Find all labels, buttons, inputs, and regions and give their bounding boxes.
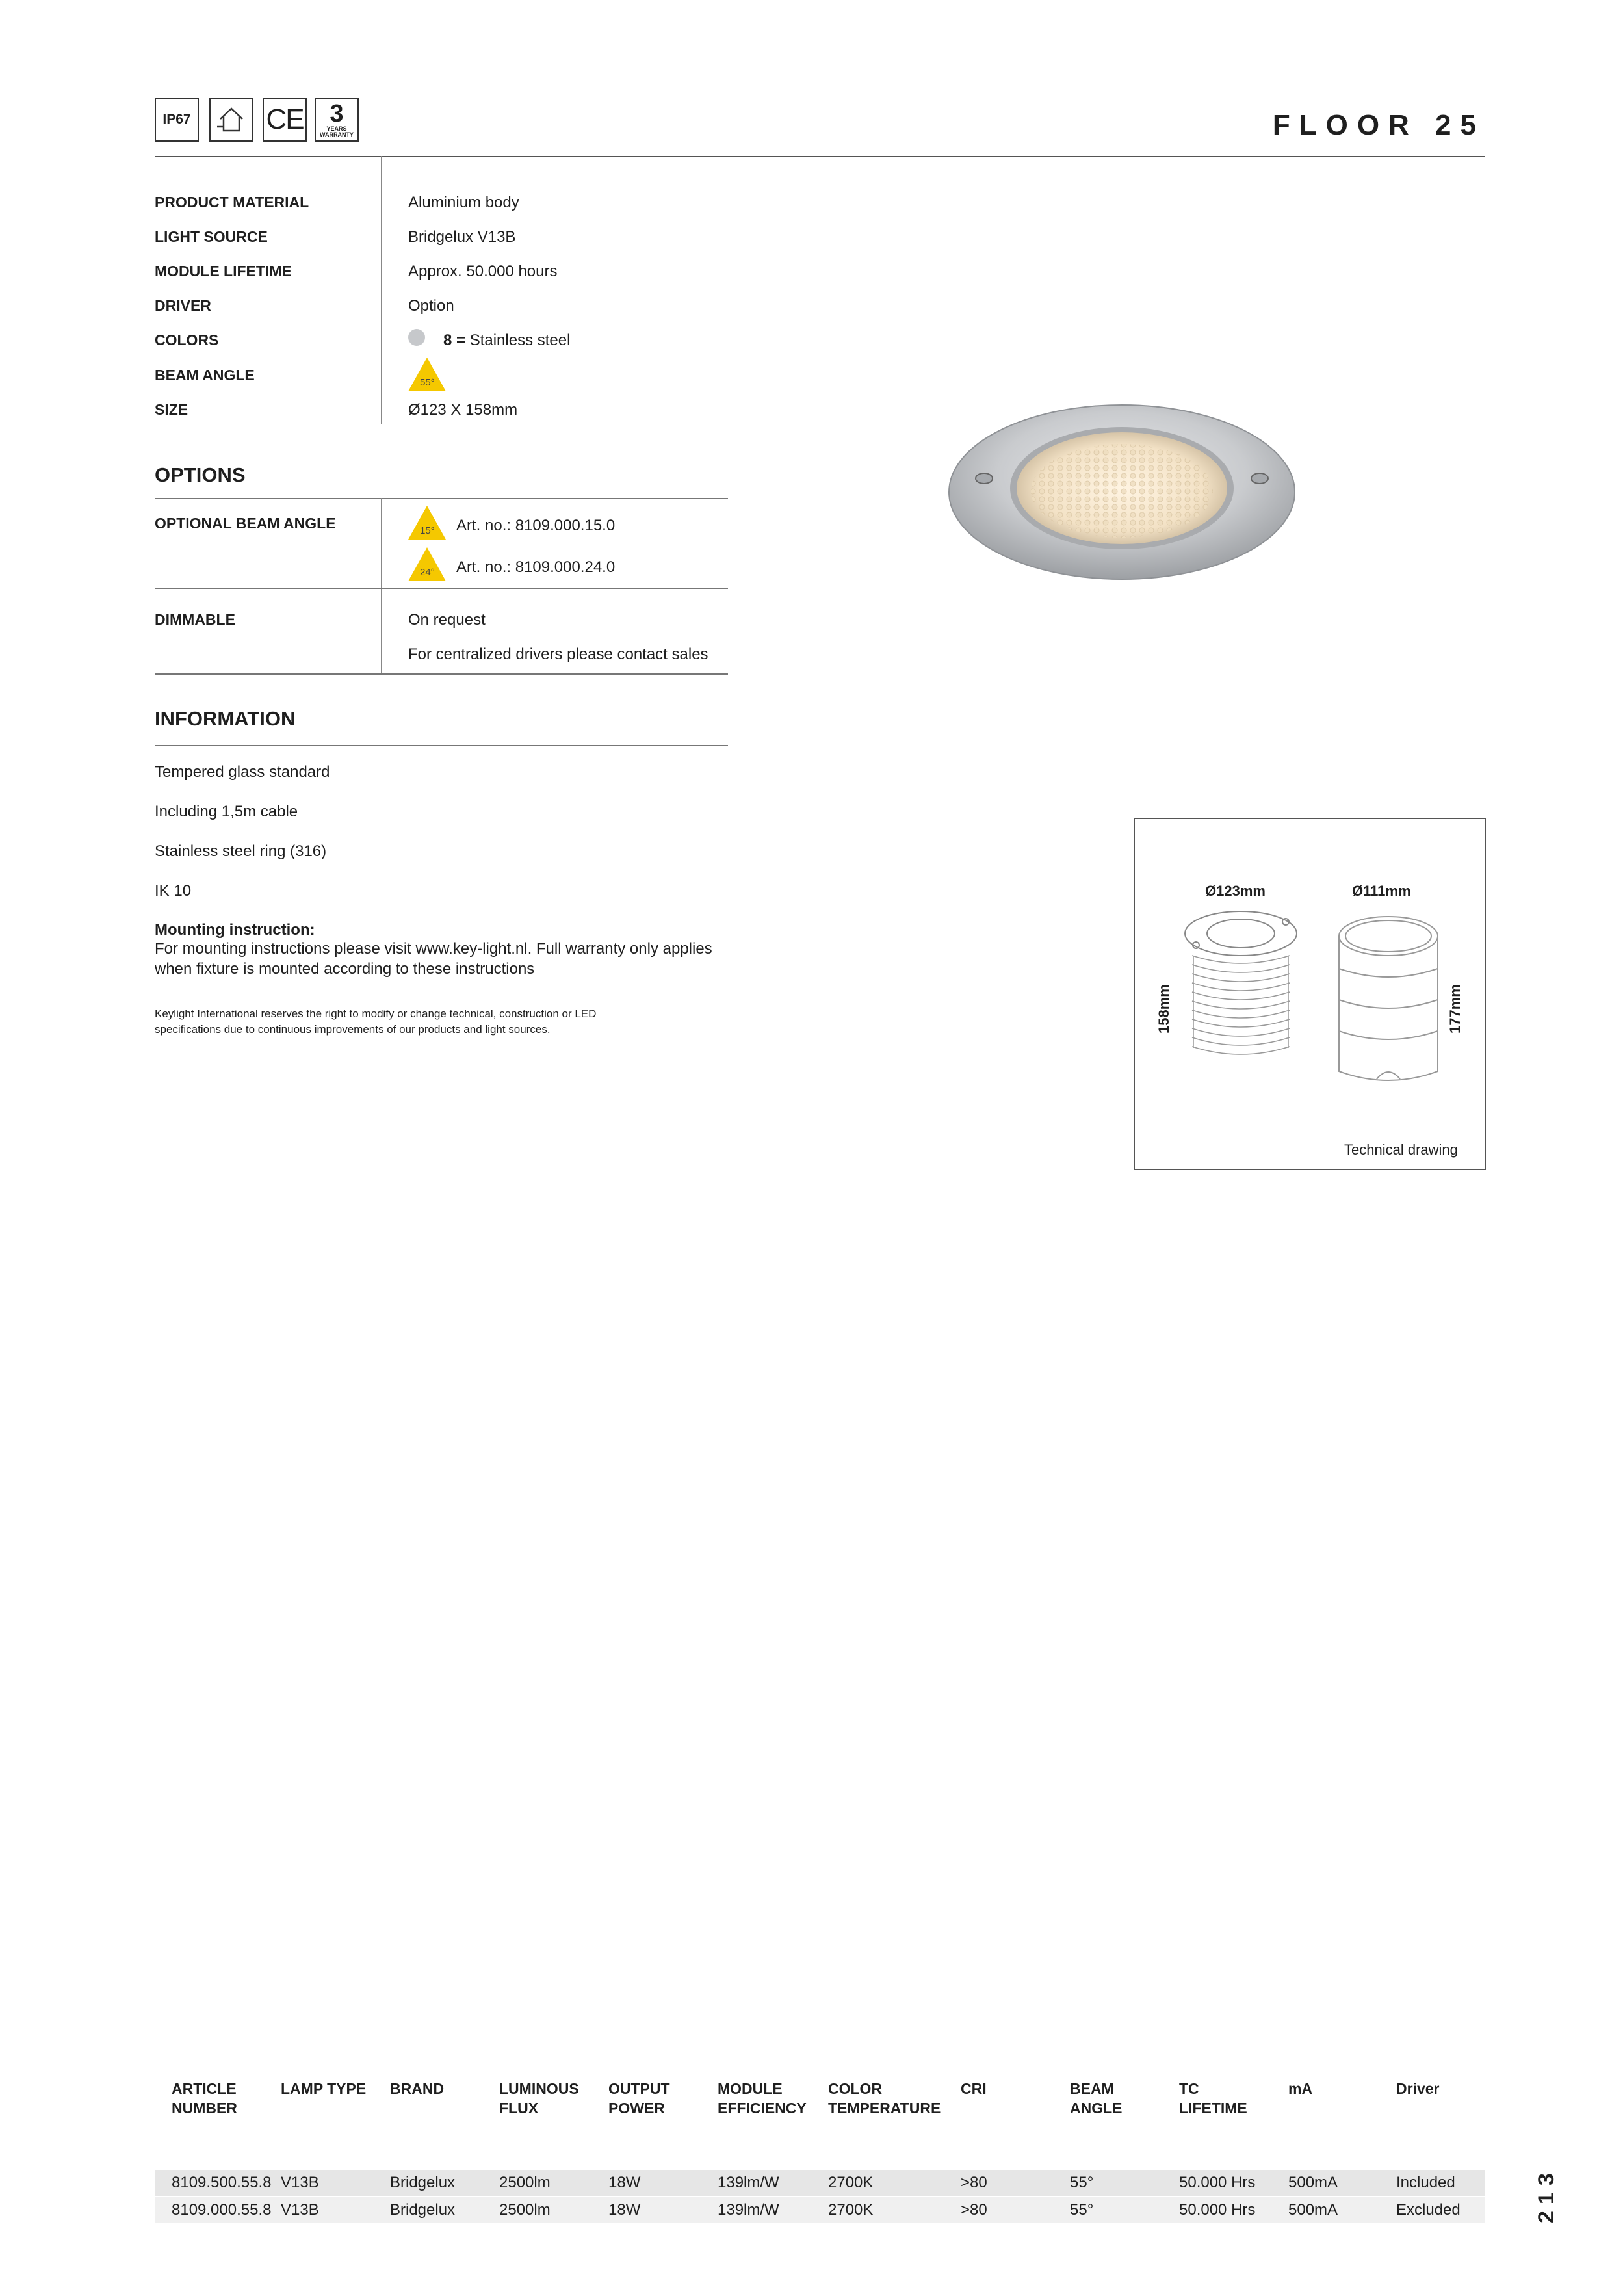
table-cell: 139lm/W [718, 2201, 779, 2219]
table-row [155, 2170, 1485, 2196]
drawing-caption: Technical drawing [1344, 1141, 1458, 1158]
table-cell: Excluded [1396, 2201, 1461, 2219]
table-cell: 8109.500.55.8 [172, 2174, 272, 2191]
options-divider-vertical [381, 498, 382, 675]
table-header-line: BRAND [390, 2080, 445, 2097]
table-row [155, 2197, 1485, 2223]
table-cell: >80 [961, 2201, 987, 2219]
product-photo [946, 402, 1297, 582]
spec-label-size: SIZE [155, 401, 188, 418]
table-header-cell [1288, 2079, 1312, 2098]
beam-15-article: Art. no.: 8109.000.15.0 [456, 517, 616, 534]
page-number: 213 [1534, 2167, 1559, 2223]
table-header-cell [1396, 2079, 1439, 2098]
table-header-line: ARTICLE [172, 2080, 237, 2097]
info-item-ik: IK 10 [155, 882, 192, 900]
optional-beam-label: OPTIONAL BEAM ANGLE [155, 515, 336, 532]
drawing-fixture-left [1179, 909, 1303, 1078]
table-header-line: MODULE [718, 2080, 783, 2097]
dimmable-label: DIMMABLE [155, 611, 235, 628]
spec-label-driver: DRIVER [155, 297, 211, 314]
table-header-line: CRI [961, 2080, 987, 2097]
spec-value-material: Aluminium body [408, 194, 519, 211]
table-header-line: LAMP TYPE [281, 2080, 367, 2097]
mounting-title: Mounting instruction: [155, 921, 315, 939]
spec-label-colors: COLORS [155, 332, 219, 348]
table-cell: 50.000 Hrs [1179, 2201, 1256, 2219]
spec-label-light-source: LIGHT SOURCE [155, 228, 268, 245]
table-header-cell [390, 2079, 444, 2098]
spec-value-lifetime: Approx. 50.000 hours [408, 263, 558, 280]
spec-label-beam-angle: BEAM ANGLE [155, 367, 255, 384]
options-divider-bottom [155, 673, 728, 675]
table-cell: 50.000 Hrs [1179, 2174, 1256, 2191]
beam-24-angle: 24° [420, 567, 435, 578]
info-item-cable: Including 1,5m cable [155, 803, 298, 820]
table-header-line: COLOR [828, 2080, 883, 2097]
table-cell: 2700K [828, 2201, 874, 2219]
indoor-outdoor-icon [209, 98, 253, 142]
drawing-dim-diameter-111: Ø111mm [1352, 883, 1411, 899]
table-cell: 2700K [828, 2174, 874, 2191]
table-header-cell [718, 2079, 807, 2118]
drawing-dim-height-158: 158mm [1156, 984, 1172, 1034]
beam-15-angle: 15° [420, 525, 435, 536]
ip-rating-badge: IP67 [155, 98, 199, 142]
warranty-years: 3 [330, 100, 344, 127]
table-header-cell [281, 2079, 366, 2098]
beam-angle-value: 55° [420, 377, 435, 388]
options-divider-middle [155, 588, 728, 589]
table-header-cell [828, 2079, 941, 2118]
table-header-cell [608, 2079, 670, 2118]
dimmable-value-1: On request [408, 611, 486, 629]
color-code: 8 = [443, 332, 466, 349]
product-title: FLOOR 25 [1272, 109, 1485, 141]
beam-24-article: Art. no.: 8109.000.24.0 [456, 558, 616, 576]
information-heading: INFORMATION [155, 707, 296, 730]
table-header-line: POWER [608, 2100, 665, 2117]
table-cell: 55° [1070, 2174, 1094, 2191]
table-header-line: TC [1179, 2080, 1199, 2097]
header-divider [155, 156, 1485, 157]
table-header-cell [499, 2079, 579, 2118]
spec-label-lifetime: MODULE LIFETIME [155, 263, 292, 280]
table-cell: 55° [1070, 2201, 1094, 2219]
dimmable-value-2: For centralized drivers please contact sales [408, 646, 708, 663]
table-cell: 139lm/W [718, 2174, 779, 2191]
drawing-housing-right [1330, 909, 1447, 1091]
beam-angle-triangle-icon [407, 356, 447, 393]
table-header-cell [172, 2079, 237, 2118]
beam-24-triangle-icon [407, 546, 447, 582]
drawing-dim-height-177: 177mm [1447, 984, 1463, 1034]
spec-value-colors [443, 332, 570, 350]
beam-15-triangle-icon [407, 504, 447, 541]
warranty-badge [315, 98, 359, 142]
table-cell: Bridgelux [390, 2174, 456, 2191]
spec-divider [381, 156, 382, 424]
table-cell: 18W [608, 2201, 641, 2219]
table-cell: V13B [281, 2174, 319, 2191]
spec-value-light-source: Bridgelux V13B [408, 228, 516, 246]
table-header-line: Driver [1396, 2080, 1440, 2097]
spec-value-size: Ø123 X 158mm [408, 401, 518, 419]
drawing-dim-diameter-123: Ø123mm [1205, 883, 1266, 899]
table-header-line: NUMBER [172, 2100, 237, 2117]
table-header-line: ANGLE [1070, 2100, 1123, 2117]
table-cell: 500mA [1288, 2201, 1338, 2219]
table-cell: 8109.000.55.8 [172, 2201, 272, 2219]
options-heading: OPTIONS [155, 463, 246, 486]
mounting-text-2: when fixture is mounted according to these instructions [155, 960, 535, 978]
table-header-line: LIFETIME [1179, 2100, 1247, 2117]
table-header-cell [1179, 2079, 1247, 2118]
table-header-line: TEMPERATURE [828, 2100, 941, 2117]
table-header-line: OUTPUT [608, 2080, 670, 2097]
table-header-line: FLUX [499, 2100, 539, 2117]
info-item-ring: Stainless steel ring (316) [155, 842, 327, 860]
table-header-line: EFFICIENCY [718, 2100, 807, 2117]
table-cell: V13B [281, 2201, 319, 2219]
mounting-text-1: For mounting instructions please visit www.key-light.nl. Full warranty only applies [155, 940, 712, 958]
table-header-cell [961, 2079, 987, 2098]
color-name: Stainless steel [469, 332, 571, 349]
color-swatch-stainless [408, 329, 425, 346]
table-cell: Included [1396, 2174, 1455, 2191]
disclaimer-text-2: specifications due to continuous improvements of our products and light sources. [155, 1023, 551, 1036]
information-divider [155, 745, 728, 746]
spec-value-driver: Option [408, 297, 454, 315]
table-cell: 2500lm [499, 2174, 551, 2191]
warranty-label-warranty: WARRANTY [320, 131, 354, 138]
table-header-cell [1070, 2079, 1123, 2118]
table-cell: Bridgelux [390, 2201, 456, 2219]
info-item-glass: Tempered glass standard [155, 763, 330, 781]
table-header-line: mA [1288, 2080, 1313, 2097]
disclaimer-text-1: Keylight International reserves the right to modify or change technical, construction or LED [155, 1008, 597, 1020]
ce-mark-badge: CE [263, 98, 307, 142]
table-header-line: LUMINOUS [499, 2080, 579, 2097]
table-cell: 18W [608, 2174, 641, 2191]
spec-label-material: PRODUCT MATERIAL [155, 194, 309, 211]
table-cell: 500mA [1288, 2174, 1338, 2191]
table-cell: >80 [961, 2174, 987, 2191]
table-header-line: BEAM [1070, 2080, 1114, 2097]
warranty-label-years: YEARS [326, 125, 347, 132]
table-cell: 2500lm [499, 2201, 551, 2219]
options-divider-top [155, 498, 728, 499]
